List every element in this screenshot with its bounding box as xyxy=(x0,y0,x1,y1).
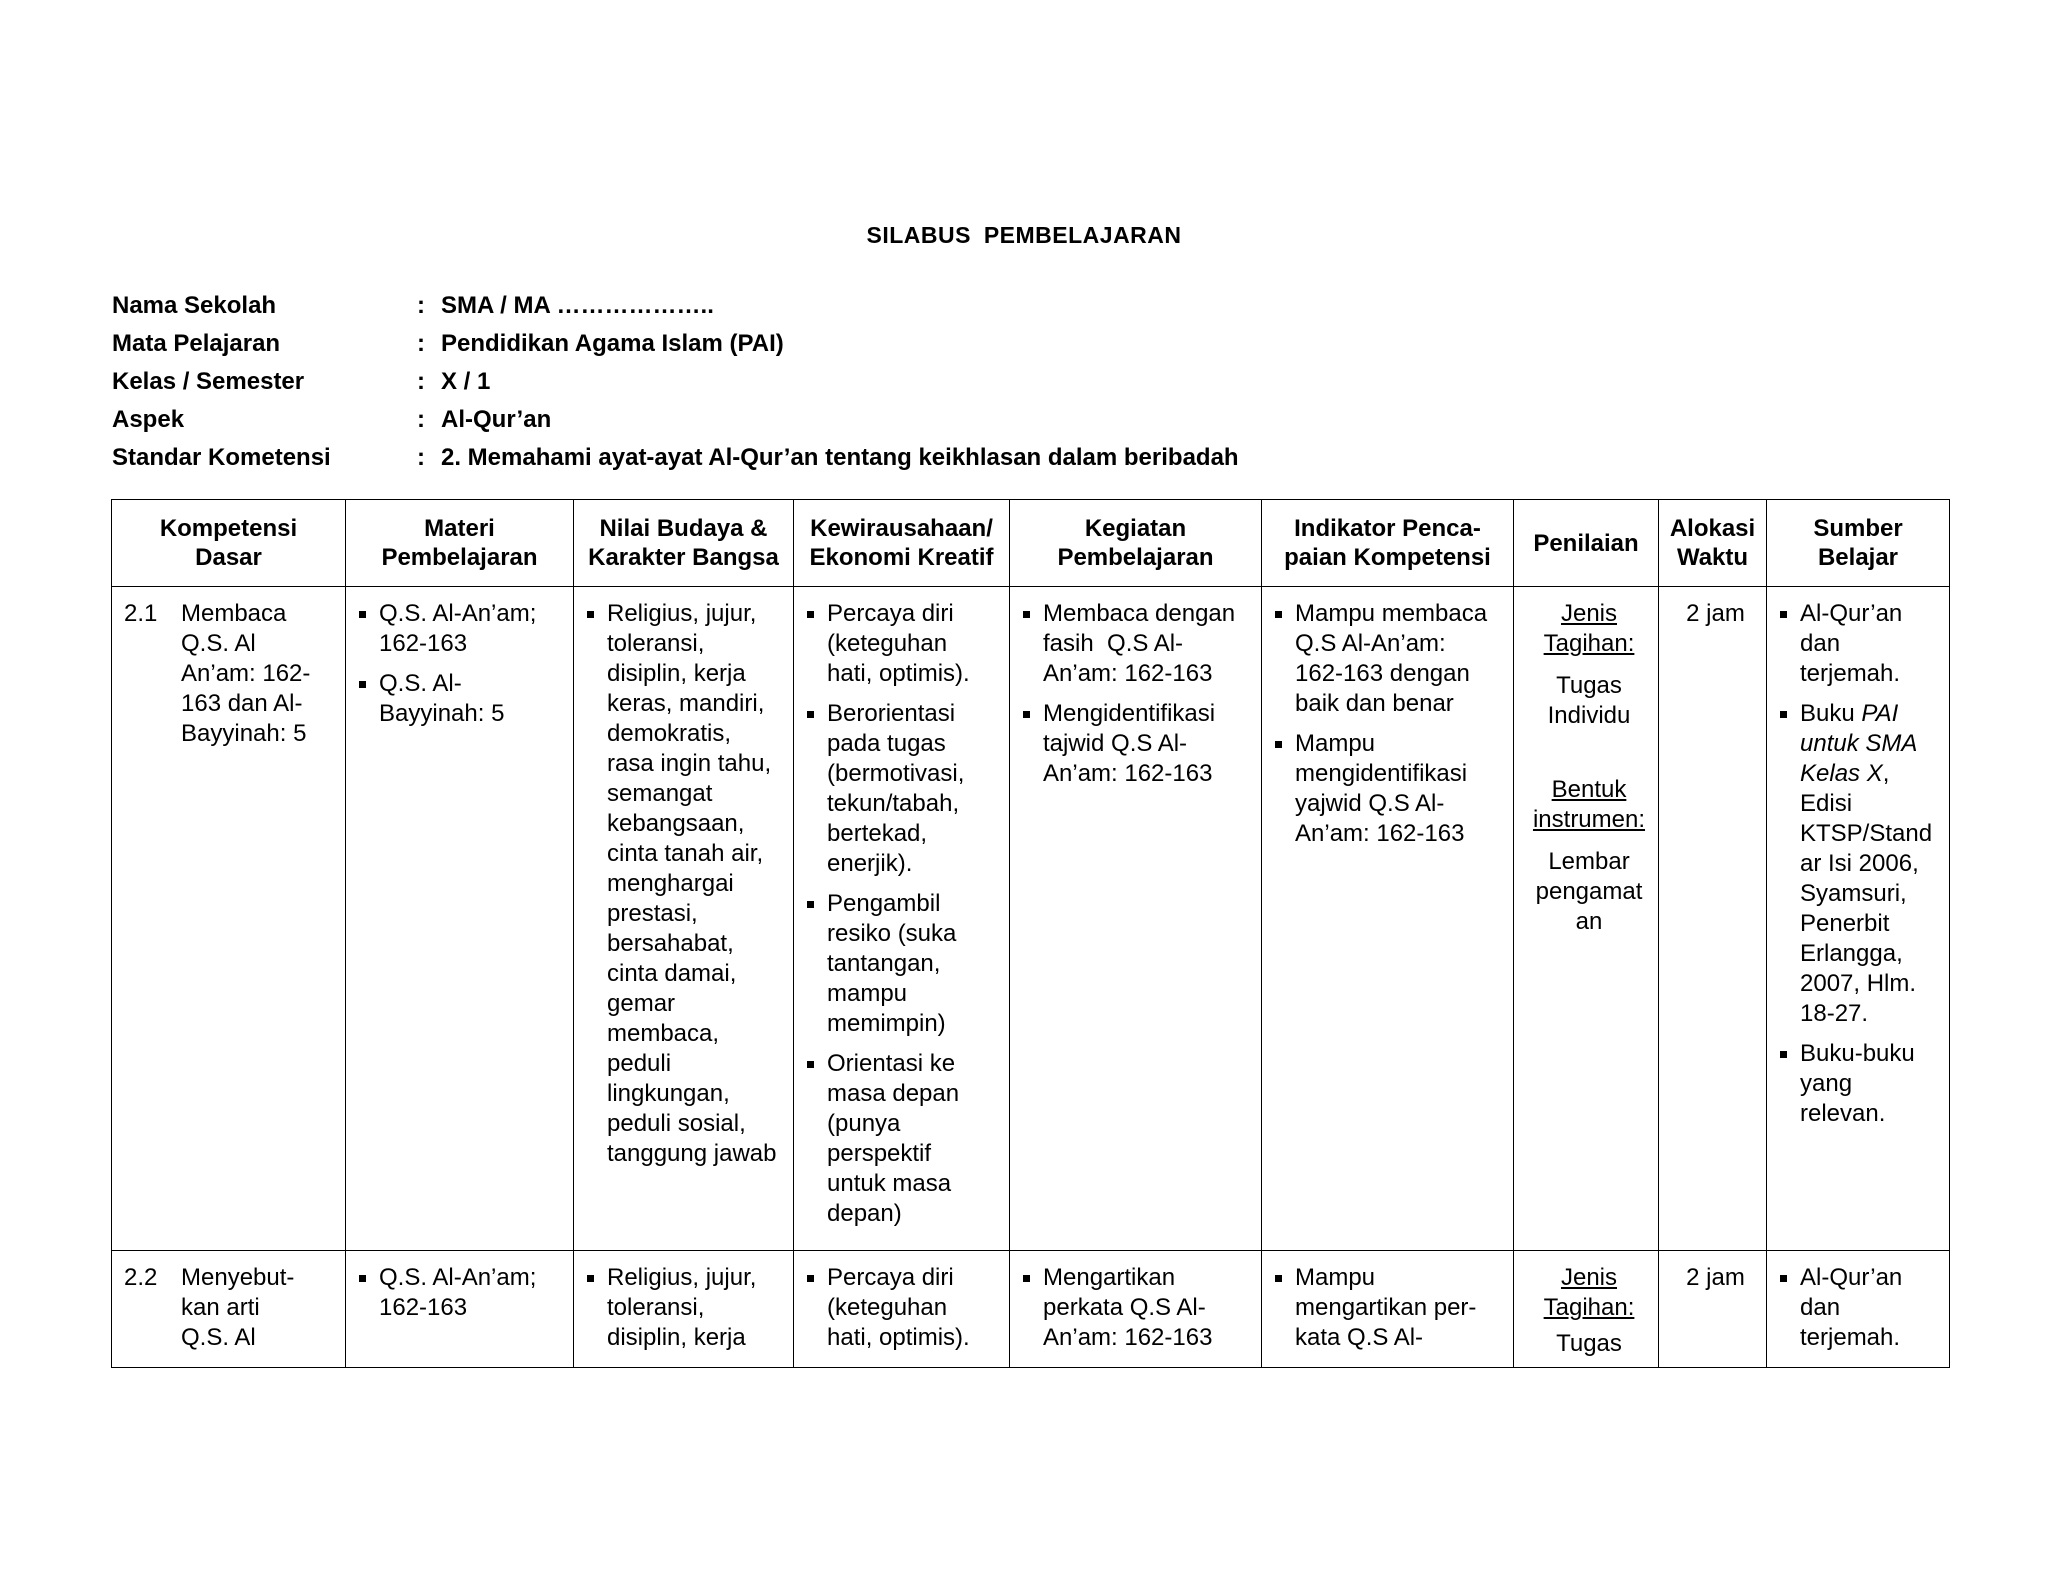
cell-kompetensi-dasar xyxy=(112,1251,346,1368)
cell-indikator xyxy=(1262,587,1514,1251)
list-item: Membaca dengan fasih Q.S Al- An’am: 162-163 xyxy=(1022,599,1255,689)
header-indikator: Indikator Penca- paian Kompetensi xyxy=(1262,500,1514,587)
jenis-tagihan-label: Jenis Tagihan: xyxy=(1543,600,1635,657)
kd-text: Membaca Q.S. Al An’am: 162- 163 dan Al- Bayyinah: 5 xyxy=(181,600,311,747)
meta-colon: : xyxy=(417,444,425,471)
header-alokasi: Alokasi Waktu xyxy=(1659,500,1767,587)
kd-number: 2.1 xyxy=(124,600,158,627)
header-penilaian: Penilaian xyxy=(1514,500,1659,587)
cell-materi xyxy=(346,587,574,1251)
cell-kegiatan xyxy=(1010,587,1262,1251)
kd-number: 2.2 xyxy=(124,1264,158,1291)
meta-value: SMA / MA ……………….. xyxy=(441,292,714,319)
cell-alokasi: 2 jam xyxy=(1659,1251,1767,1368)
header-materi: Materi Pembelajaran xyxy=(346,500,574,587)
kd-text: Menyebut- kan arti Q.S. Al xyxy=(181,1264,295,1351)
header-nilai-budaya: Nilai Budaya & Karakter Bangsa xyxy=(574,500,794,587)
meta-colon: : xyxy=(417,406,425,433)
list-item: Mampu mengidentifikasi yajwid Q.S Al- An’am: 162-163 xyxy=(1274,729,1507,849)
cell-penilaian xyxy=(1514,587,1659,1251)
cell-kegiatan xyxy=(1010,1251,1262,1368)
list-item: Religius, jujur, toleransi, disiplin, kerja keras, mandiri, demokratis, rasa ingin tahu, semangat kebangsaan, cinta tanah air, menghargai prestasi, bersahabat, cinta damai, gemar membaca, peduli lingkungan, peduli sosial, tanggung jawab xyxy=(586,599,787,1169)
meta-label: Standar Kometensi xyxy=(112,444,331,471)
cell-kewirausahaan xyxy=(794,1251,1010,1368)
list-item: Religius, jujur, toleransi, disiplin, kerja xyxy=(586,1263,787,1353)
list-item: Mampu membaca Q.S Al-An’am: 162-163 dengan baik dan benar xyxy=(1274,599,1507,719)
header-sumber: Sumber Belajar xyxy=(1767,500,1950,587)
cell-sumber xyxy=(1767,587,1950,1251)
meta-colon: : xyxy=(417,368,425,395)
table-row xyxy=(112,587,1950,1251)
meta-label: Nama Sekolah xyxy=(112,292,277,319)
bentuk-instrumen-label: Bentuk instrumen: xyxy=(1532,776,1646,833)
syllabus-table xyxy=(111,499,1950,1368)
jenis-tagihan-value: Tugas Individu xyxy=(1547,672,1631,729)
meta-value: Al-Qur’an xyxy=(441,406,552,433)
list-item: Buku-buku yang relevan. xyxy=(1779,1039,1943,1129)
cell-kompetensi-dasar xyxy=(112,587,346,1251)
list-item: Mampu mengartikan per- kata Q.S Al- xyxy=(1274,1263,1507,1353)
cell-sumber xyxy=(1767,1251,1950,1368)
header-kegiatan: Kegiatan Pembelajaran xyxy=(1010,500,1262,587)
header-kewirausahaan: Kewirausahaan/ Ekonomi Kreatif xyxy=(794,500,1010,587)
cell-materi xyxy=(346,1251,574,1368)
meta-value: X / 1 xyxy=(441,368,491,395)
cell-nilai-budaya xyxy=(574,1251,794,1368)
header-kompetensi-dasar: Kompetensi Dasar xyxy=(112,500,346,587)
jenis-tagihan-label: Jenis Tagihan: xyxy=(1543,1264,1635,1321)
meta-colon: : xyxy=(417,292,425,319)
cell-alokasi: 2 jam xyxy=(1659,587,1767,1251)
cell-penilaian xyxy=(1514,1251,1659,1368)
list-item: Percaya diri (keteguhan hati, optimis). xyxy=(806,599,1003,689)
bentuk-instrumen-value: Lembar pengamat an xyxy=(1535,848,1643,935)
list-item: Al-Qur’an dan terjemah. xyxy=(1779,1263,1943,1353)
list-item: Al-Qur’an dan terjemah. xyxy=(1779,599,1943,689)
list-item: Orientasi ke masa depan (punya perspektif untuk masa depan) xyxy=(806,1049,1003,1229)
list-item: Q.S. Al-An’am; 162-163 xyxy=(358,599,567,659)
list-item: Pengambil resiko (suka tantangan, mampu memimpin) xyxy=(806,889,1003,1039)
list-item: Mengartikan perkata Q.S Al- An’am: 162-163 xyxy=(1022,1263,1255,1353)
table-header-row xyxy=(112,500,1950,587)
list-item: Mengidentifikasi tajwid Q.S Al- An’am: 162-163 xyxy=(1022,699,1255,789)
meta-label: Mata Pelajaran xyxy=(112,330,281,357)
document-title: SILABUS PEMBELAJARAN xyxy=(866,222,1182,248)
cell-nilai-budaya xyxy=(574,587,794,1251)
meta-colon: : xyxy=(417,330,425,357)
list-item: Q.S. Al-An’am; 162-163 xyxy=(358,1263,567,1323)
meta-label: Aspek xyxy=(112,406,185,433)
meta-value: 2. Memahami ayat-ayat Al-Qur’an tentang keikhlasan dalam beribadah xyxy=(441,444,1239,471)
meta-value: Pendidikan Agama Islam (PAI) xyxy=(441,330,784,357)
meta-label: Kelas / Semester xyxy=(112,368,305,395)
list-item: Buku PAI untuk SMA Kelas X, Edisi KTSP/Stand ar Isi 2006, Syamsuri, Penerbit Erlangga, 2007, Hlm. 18-27. xyxy=(1779,699,1943,1029)
jenis-tagihan-value: Tugas xyxy=(1556,1330,1622,1357)
cell-indikator xyxy=(1262,1251,1514,1368)
cell-kewirausahaan xyxy=(794,587,1010,1251)
table-row xyxy=(112,1251,1950,1368)
list-item: Q.S. Al- Bayyinah: 5 xyxy=(358,669,567,729)
list-item: Percaya diri (keteguhan hati, optimis). xyxy=(806,1263,1003,1353)
list-item: Berorientasi pada tugas (bermotivasi, tekun/tabah, bertekad, enerjik). xyxy=(806,699,1003,879)
